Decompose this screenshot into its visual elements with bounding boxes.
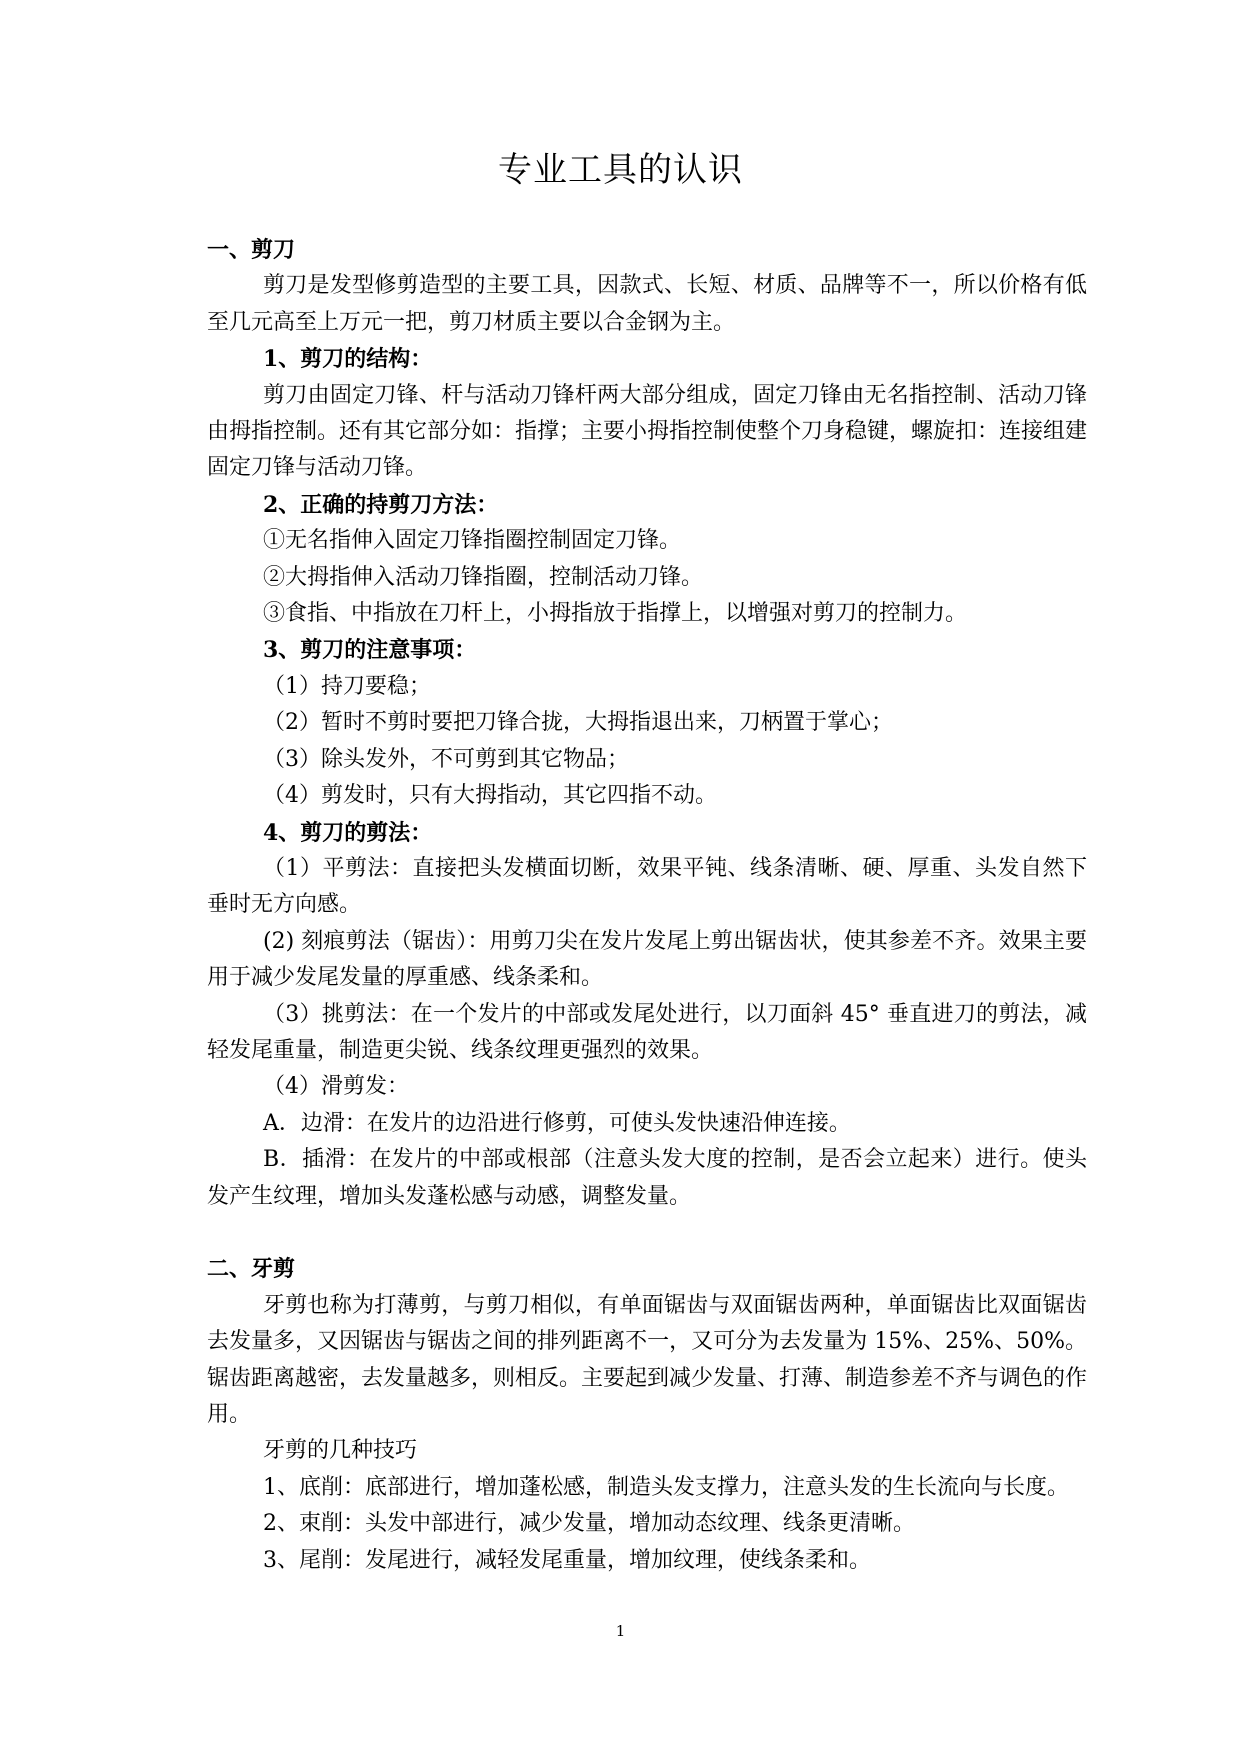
list-item-precaution-3: （3）除头发外，不可剪到其它物品； <box>263 746 629 772</box>
document-body <box>207 232 1087 1579</box>
list-item-method-4: （4）滑剪发： <box>263 1074 409 1100</box>
list-item-method-2: (2) 刻痕剪法（锯齿）：用剪刀尖在发片发尾上剪出锯齿状，使其参差不齐。效果主要用于减少发尾发量的厚重感、线条柔和。 <box>207 928 1087 991</box>
list-item-holding-3: ③食指、中指放在刀杆上，小拇指放于指撑上，以增强对剪刀的控制力。 <box>263 601 968 627</box>
list-item-technique-2: 2、束削：头发中部进行，减少发量，增加动态纹理、线条更清晰。 <box>263 1511 915 1537</box>
list-item-technique-3: 3、尾削：发尾进行，减轻发尾重量，增加纹理，使线条柔和。 <box>263 1547 871 1573</box>
section-spacer <box>207 1215 1087 1251</box>
subheading-precautions: 3、剪刀的注意事项： <box>263 637 477 664</box>
list-item-holding-1: ①无名指伸入固定刀锋指圈控制固定刀锋。 <box>263 528 682 554</box>
paragraph-scissors-intro: 剪刀是发型修剪造型的主要工具，因款式、长短、材质、品牌等不一，所以价格有低至几元高至上万元一把，剪刀材质主要以合金钢为主。 <box>207 273 1087 335</box>
list-item-method-4b: B．插滑：在发片的中部或根部（注意头发大度的控制，是否会立起来）进行。使头发产生纹理，增加头发蓬松感与动感，调整发量。 <box>207 1147 1087 1209</box>
list-item-method-3: （3）挑剪法：在一个发片的中部或发尾处进行，以刀面斜 45° 垂直进刀的剪法，减轻发尾重量，制造更尖锐、线条纹理更强烈的效果。 <box>207 1001 1087 1063</box>
section-heading-scissors: 一、剪刀 <box>207 237 296 263</box>
list-item-technique-1: 1、底削：底部进行，增加蓬松感，制造头发支撑力，注意头发的生长流向与长度。 <box>263 1474 1069 1500</box>
page-title: 专业工具的认识 <box>498 150 743 190</box>
subheading-holding-method: 2、正确的持剪刀方法： <box>263 491 499 518</box>
list-item-precaution-1: （1）持刀要稳； <box>263 673 431 699</box>
list-item-method-4a: A．边滑：在发片的边沿进行修剪，可使头发快速沿伸连接。 <box>263 1110 851 1136</box>
section-heading-thinning-shears: 二、牙剪 <box>207 1256 296 1283</box>
paragraph-techniques-heading: 牙剪的几种技巧 <box>263 1438 418 1464</box>
subheading-cutting-methods: 4、剪刀的剪法： <box>263 819 433 846</box>
paragraph-structure: 剪刀由固定刀锋、杆与活动刀锋杆两大部分组成，固定刀锋由无名指控制、活动刀锋由拇指控制。还有其它部分如：指撑；主要小拇指控制使整个刀身稳键，螺旋扣：连接组建固定刀锋与活动刀锋。 <box>207 382 1088 481</box>
list-item-method-1: （1）平剪法：直接把头发横面切断，效果平钝、线条清晰、硬、厚重、头发自然下垂时无方向感。 <box>207 855 1087 918</box>
page-number: 1 <box>615 1622 626 1640</box>
paragraph-thinning-shears-intro: 牙剪也称为打薄剪，与剪刀相似，有单面锯齿与双面锯齿两种，单面锯齿比双面锯齿去发量多，又因锯齿与锯齿之间的排列距离不一，又可分为去发量为 15%、25%、50%。锯齿距离越密，去发量越多，则相反。主要起到减少发量、打薄、制造参差不齐与调色的作用。 <box>207 1292 1088 1427</box>
list-item-precaution-4: （4）剪发时，只有大拇指动，其它四指不动。 <box>263 783 717 809</box>
subheading-structure: 1、剪刀的结构： <box>263 346 433 373</box>
list-item-holding-2: ②大拇指伸入活动刀锋指圈，控制活动刀锋。 <box>263 564 704 590</box>
list-item-precaution-2: （2）暂时不剪时要把刀锋合拢，大拇指退出来，刀柄置于掌心； <box>263 710 893 736</box>
